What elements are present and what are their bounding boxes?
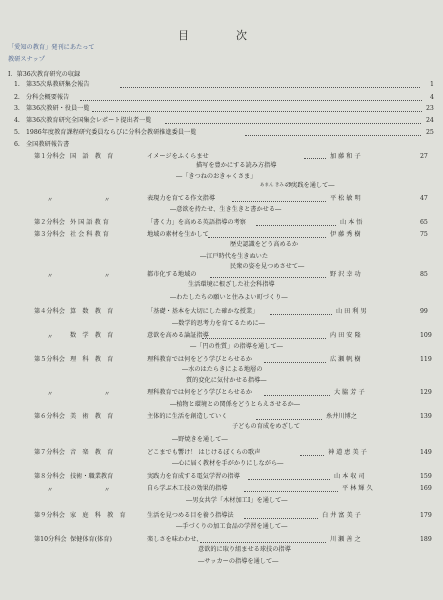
ditto-mark: 〃: [104, 197, 111, 204]
toc-page-num: 129: [420, 389, 432, 396]
subject-label: 技術・職業教育: [70, 473, 114, 480]
leader-dots: [232, 201, 326, 202]
author-name: 伊 藤 秀 樹: [330, 231, 361, 238]
report-subtitle: ―意欲を持たせ、生き生きと書かせる―: [170, 206, 282, 213]
subject-label: 外 国 語 教 育: [70, 219, 109, 226]
author-name: 糸井川博之: [326, 413, 357, 420]
toc-page-num: 47: [420, 195, 428, 202]
report-title: 表現力を育てる作文指導: [147, 195, 216, 202]
report-title: 「基礎・基本を大切にした確かな授業」: [147, 308, 259, 315]
toc-num: 5.: [14, 129, 20, 136]
leader-dots: [200, 542, 326, 543]
toc-page-num: 4: [430, 94, 434, 101]
session-label: 第10分科会: [34, 536, 67, 543]
subject-label: 数 学 教 育: [70, 332, 114, 339]
toc-num: 1.: [14, 81, 20, 88]
leader-dots: [270, 314, 332, 315]
session-label: 第９分科会: [34, 512, 65, 519]
report-subtitle: ―「きつねのおきゃくさま」: [176, 173, 257, 180]
toc-text: 分科会概要報告: [26, 94, 70, 101]
toc-page-num: 99: [420, 308, 428, 315]
leader-dots: [80, 100, 422, 101]
session-label: 第３分科会: [34, 231, 65, 238]
session-label: 第４分科会: [34, 308, 65, 315]
subject-label: 算 数 教 育: [70, 308, 114, 315]
author-name: 広 瀬 帆 樹: [330, 356, 361, 363]
report-subtitle: ―手づくりの加工食品の学習を通して―: [176, 523, 288, 530]
report-title: 理科教育では何をどう学びとらせるか: [147, 389, 253, 396]
toc-page-num: 27: [420, 153, 428, 160]
leader-dots: [92, 111, 422, 112]
toc-text: 第35次県教研集会報告: [26, 81, 90, 88]
report-subtitle: ―男女共学「木材加工Ⅰ」を通して―: [186, 497, 288, 504]
ditto-mark: 〃: [104, 487, 111, 494]
toc-page-num: 189: [420, 536, 432, 543]
ditto-mark: 〃: [104, 391, 111, 398]
toc-page-num: 139: [420, 413, 432, 420]
report-title: 生活環境に根ざした社会科指導: [188, 281, 275, 288]
author-name: 山 本 悟: [340, 219, 363, 226]
report-title: 「書く力」を高める英語指導の考察: [147, 219, 246, 226]
intro-line: 「愛知の教育」発刊にあたって: [8, 44, 95, 51]
author-name: 山 本 収 司: [334, 473, 365, 480]
author-name: 平 松 敏 明: [330, 195, 361, 202]
author-name: 大 脇 芳 子: [334, 389, 365, 396]
report-title: 楽しさを味わわせ、: [147, 536, 203, 543]
leader-dots: [248, 479, 330, 480]
report-title: 生活を見つめる目を養う指導法: [147, 512, 234, 519]
session-label: 第５分科会: [34, 356, 65, 363]
report-title: 都市化する地域の: [147, 271, 197, 278]
author-name: 加 藤 和 子: [330, 153, 361, 160]
toc-page-num: 179: [420, 512, 432, 519]
ditto-mark: 〃: [47, 273, 54, 280]
toc-page-num: 109: [420, 332, 432, 339]
leader-dots: [264, 395, 330, 396]
leader-dots: [120, 87, 420, 88]
author-name: 野 沢 幸 功: [330, 271, 361, 278]
report-subtitle: 民衆の姿を見つめさせて―: [230, 263, 305, 270]
leader-dots: [202, 338, 326, 339]
leader-dots: [245, 135, 421, 136]
toc-page-num: 75: [420, 231, 428, 238]
report-subtitle: ―江戸時代を生きぬいた: [200, 253, 269, 260]
toc-page-num: 1: [430, 81, 434, 88]
report-subtitle: ―植物と環境との関係をどうとらえさせるか―: [170, 401, 300, 408]
subject-label: 国 語 教 育: [70, 153, 114, 160]
toc-text: 第36次教研・役員一覧: [26, 105, 90, 112]
report-title: 自ら学ぶ木工技の効果的指導: [147, 485, 228, 492]
ditto-mark: 〃: [104, 273, 111, 280]
report-subtitle: ―野焼きを通して―: [172, 436, 228, 443]
report-subtitle: ―心に届く教材を手がかりにしながら―: [172, 460, 284, 467]
leader-dots: [165, 123, 421, 124]
toc-page-num: 169: [420, 485, 432, 492]
author-name: 平 林 輝 久: [342, 485, 373, 492]
session-label: 第８分科会: [34, 473, 65, 480]
leader-dots: [256, 225, 336, 226]
report-title: 地域の素材を生かして: [147, 231, 209, 238]
subject-label: 家 庭 科 教 育: [70, 512, 126, 519]
toc-page-num: 24: [426, 117, 434, 124]
toc-page-num: 119: [420, 356, 432, 363]
leader-dots: [264, 362, 326, 363]
toc-text: 第36次教育研究全国集会レポート提出者一覧: [26, 117, 152, 124]
report-title: 子どもの育成をめざして: [232, 423, 301, 430]
leader-dots: [304, 158, 326, 159]
report-title: 歴史認識をどう高めるか: [230, 241, 299, 248]
report-subtitle: ―サッカーの指導を通して―: [198, 558, 279, 565]
subject-label: 社 会 科 教 育: [70, 231, 109, 238]
report-subtitle: ―わたしたちの願いと住みよい町づくり―: [170, 294, 288, 301]
section-heading: Ⅰ．第36次教育研究の収録: [8, 71, 81, 78]
leader-dots: [210, 277, 326, 278]
toc-page-num: 159: [420, 473, 432, 480]
subject-label: 音 楽 教 育: [70, 449, 114, 456]
report-title: どこまでも響け！ はじけるぼくらの歌声: [147, 449, 261, 456]
author-name: 山 田 利 男: [336, 308, 367, 315]
leader-dots: [300, 455, 324, 456]
toc-num: 2.: [14, 94, 20, 101]
leader-dots: [244, 491, 338, 492]
report-subtitle: ―水のはたらきによる地層の: [182, 366, 263, 373]
author-name: 内 田 安 隆: [330, 332, 361, 339]
toc-page-num: 23: [426, 105, 434, 112]
report-subtitle: ―「円の性質」の指導を通して―: [190, 343, 283, 350]
ditto-mark: 〃: [47, 391, 54, 398]
ditto-mark: 〃: [47, 334, 54, 341]
toc-page-num: 25: [426, 129, 434, 136]
toc-page-num: 65: [420, 219, 428, 226]
session-label: 第１分科会: [34, 153, 65, 160]
subject-label: 美 術 教 育: [70, 413, 114, 420]
toc-page-num: 85: [420, 271, 428, 278]
session-label: 第６分科会: [34, 413, 65, 420]
toc-page-num: 149: [420, 449, 432, 456]
report-title: イメージをふくらませ: [147, 153, 209, 160]
ditto-mark: 〃: [47, 487, 54, 494]
subject-label: 理 科 教 育: [70, 356, 114, 363]
ditto-mark: 〃: [47, 197, 54, 204]
report-subtitle: 質的変化に気付かせる指導―: [186, 377, 267, 384]
report-title: 主体的に生活を創造していく: [147, 413, 228, 420]
intro-line: 教研スナップ: [8, 56, 45, 63]
report-title: 描写を豊かにする読み方指導: [196, 162, 277, 169]
report-title: 意欲的に取り組ませる球技の指導: [198, 546, 291, 553]
session-label: 第７分科会: [34, 449, 65, 456]
subject-label: 保健体育(体育): [70, 536, 112, 543]
author-name: 川 瀬 善 之: [330, 536, 361, 543]
toc-text: 全国教研報告書: [26, 141, 70, 148]
toc-text: 1986年度教育課程研究委員ならびに分科会教研推進委員一覧: [26, 129, 197, 136]
toc-num: 4.: [14, 117, 20, 124]
toc-num: 3.: [14, 105, 20, 112]
report-title: 実践力を育成する電気学習の指導: [147, 473, 240, 480]
author-name: 白 井 富 美 子: [322, 512, 361, 519]
leader-dots: [244, 518, 318, 519]
report-subtitle: の実践を通して―: [285, 182, 335, 189]
session-label: 第２分科会: [34, 219, 65, 226]
toc-num: 6.: [14, 141, 20, 148]
author-name: 神 道 恵 美 子: [328, 449, 367, 456]
report-subtitle: ―数学的思考力を育てるために―: [172, 320, 265, 327]
page-title: 目 次: [178, 29, 265, 42]
leader-dots: [256, 419, 322, 420]
report-subtitle: あまん きみこ作: [260, 183, 293, 188]
report-title: 理科教育では何をどう学びとらせるか: [147, 356, 253, 363]
leader-dots: [208, 237, 326, 238]
report-title: 意欲を高める論証指導: [147, 332, 209, 339]
